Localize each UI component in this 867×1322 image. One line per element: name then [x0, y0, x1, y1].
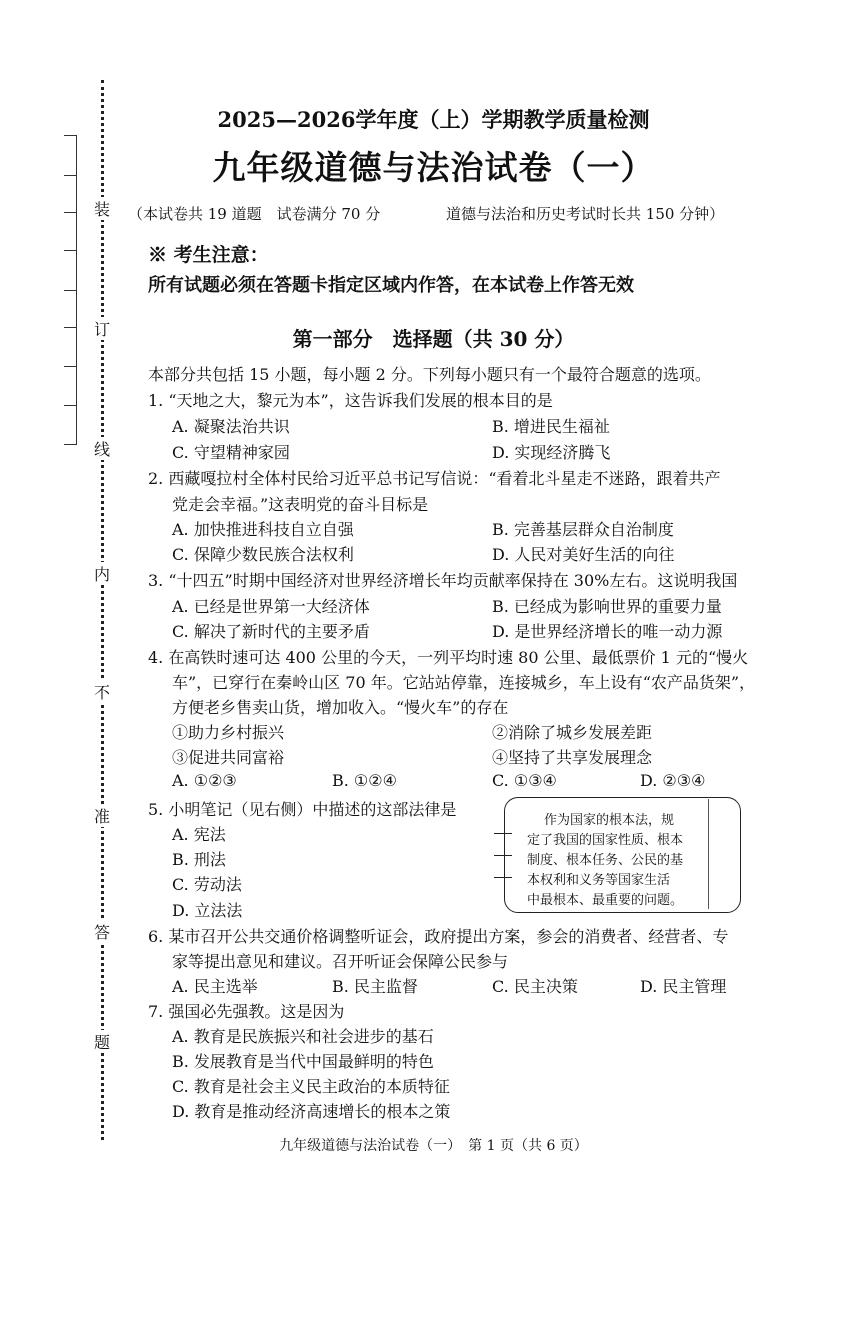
option-a: A. 已经是世界第一大经济体	[172, 597, 370, 616]
binding-dotted-line	[101, 80, 104, 1140]
option-c: C. 解决了新时代的主要矛盾	[172, 622, 370, 641]
part-title: 第一部分 选择题（共 30 分）	[292, 327, 575, 351]
option-a: A. 加快推进科技自立自强	[172, 520, 354, 539]
question-stem: 5. 小明笔记（见右侧）中描述的这部法律是	[148, 800, 457, 819]
binding-tick	[64, 366, 76, 367]
question-stem: 家等提出意见和建议。召开听证会保障公民参与	[172, 952, 509, 971]
option-b: B. 刑法	[172, 850, 226, 869]
option-c: C. 劳动法	[172, 875, 242, 894]
option-d: D. 民主管理	[640, 977, 727, 996]
option-c: C. 守望精神家园	[172, 443, 290, 462]
binding-tick	[64, 135, 76, 136]
statement-2: ②消除了城乡发展差距	[492, 723, 653, 742]
notebook-ring	[494, 855, 512, 856]
question-stem: 党走会幸福。”这表明党的奋斗目标是	[172, 495, 429, 514]
option-b: B. 增进民生福祉	[492, 417, 610, 436]
option-d: D. 教育是推动经济高速增长的根本之策	[172, 1102, 451, 1121]
option-d: D. 人民对美好生活的向往	[492, 545, 675, 564]
exam-paper-title: 九年级道德与法治试卷（一）	[212, 148, 655, 187]
option-a: A. 宪法	[172, 825, 226, 844]
binding-char: 订	[94, 317, 110, 340]
notice-heading: ※ 考生注意：	[148, 244, 269, 266]
note-line: 制度、根本任务、公民的基	[527, 853, 684, 868]
option-a: A. 教育是民族振兴和社会进步的基石	[172, 1027, 434, 1046]
note-line: 作为国家的根本法，规	[544, 813, 675, 828]
binding-char: 装	[94, 197, 110, 220]
option-a: A. 民主选举	[172, 977, 258, 996]
question-stem: 3. “十四五”时期中国经济对世界经济增长年均贡献率保持在 30%左右。这说明我国	[148, 571, 738, 590]
statement-1: ①助力乡村振兴	[172, 723, 285, 742]
notebook-ring	[494, 877, 512, 878]
page-footer: 九年级道德与法治试卷（一） 第 1 页（共 6 页）	[279, 1138, 588, 1154]
note-line: 本权利和义务等国家生活	[527, 873, 671, 888]
binding-tick	[64, 250, 76, 251]
question-stem: 2. 西藏嘎拉村全体村民给习近平总书记写信说：“看着北斗星走不迷路，跟着共产	[148, 469, 721, 488]
notebook-ring	[494, 833, 512, 834]
question-stem: 1. “天地之大，黎元为本”，这告诉我们发展的根本目的是	[148, 391, 553, 410]
binding-tick	[64, 212, 76, 213]
statement-3: ③促进共同富裕	[172, 748, 285, 767]
option-a: A. ①②③	[172, 771, 237, 790]
note-line: 中最根本、最重要的问题。	[527, 893, 684, 908]
option-b: B. 发展教育是当代中国最鲜明的特色	[172, 1052, 434, 1071]
option-c: C. 保障少数民族合法权利	[172, 545, 354, 564]
binding-char: 内	[94, 562, 110, 585]
option-b: B. ①②④	[332, 771, 397, 790]
notebook-spine	[708, 799, 709, 909]
part-intro: 本部分共包括 15 小题，每小题 2 分。下列每小题只有一个最符合题意的选项。	[148, 365, 711, 384]
option-d: D. ②③④	[640, 771, 706, 790]
binding-char: 准	[94, 804, 110, 827]
option-c: C. 民主决策	[492, 977, 578, 996]
option-d: D. 实现经济腾飞	[492, 443, 611, 462]
option-b: B. 已经成为影响世界的重要力量	[492, 597, 722, 616]
option-a: A. 凝聚法治共识	[172, 417, 290, 436]
binding-char: 不	[94, 680, 110, 703]
binding-tick	[64, 405, 76, 406]
option-c: C. ①③④	[492, 771, 557, 790]
question-stem: 6. 某市召开公共交通价格调整听证会，政府提出方案，参会的消费者、经营者、专	[148, 927, 729, 946]
question-stem: 7. 强国必先强教。这是因为	[148, 1002, 345, 1021]
exam-session-title: 2025—2026学年度（上）学期教学质量检测	[217, 107, 650, 132]
exam-info-right: 道德与法治和历史考试时长共 150 分钟）	[446, 205, 725, 223]
note-line: 定了我国的国家性质、根本	[527, 833, 684, 848]
option-b: B. 完善基层群众自治制度	[492, 520, 674, 539]
binding-tick	[64, 290, 76, 291]
option-b: B. 民主监督	[332, 977, 418, 996]
exam-info-left: （本试卷共 19 道题 试卷满分 70 分	[128, 205, 381, 223]
notice-body: 所有试题必须在答题卡指定区域内作答，在本试卷上作答无效	[148, 275, 634, 296]
option-d: D. 是世界经济增长的唯一动力源	[492, 622, 723, 641]
question-stem: 方便老乡售卖山货，增加收入。“慢火车”的存在	[172, 698, 509, 717]
binding-tick	[64, 444, 76, 445]
binding-char: 题	[94, 1030, 110, 1053]
question-stem: 4. 在高铁时速可达 400 公里的今天，一列平均时速 80 公里、最低票价 1 元的“慢火	[148, 648, 749, 667]
binding-char: 答	[94, 920, 110, 943]
binding-char: 线	[94, 437, 110, 460]
statement-4: ④坚持了共享发展理念	[492, 748, 653, 767]
option-d: D. 立法法	[172, 901, 243, 920]
option-c: C. 教育是社会主义民主政治的本质特征	[172, 1077, 450, 1096]
question-stem: 车”，已穿行在秦岭山区 70 年。它站站停靠，连接城乡，车上设有“农产品货架”，	[172, 673, 756, 692]
